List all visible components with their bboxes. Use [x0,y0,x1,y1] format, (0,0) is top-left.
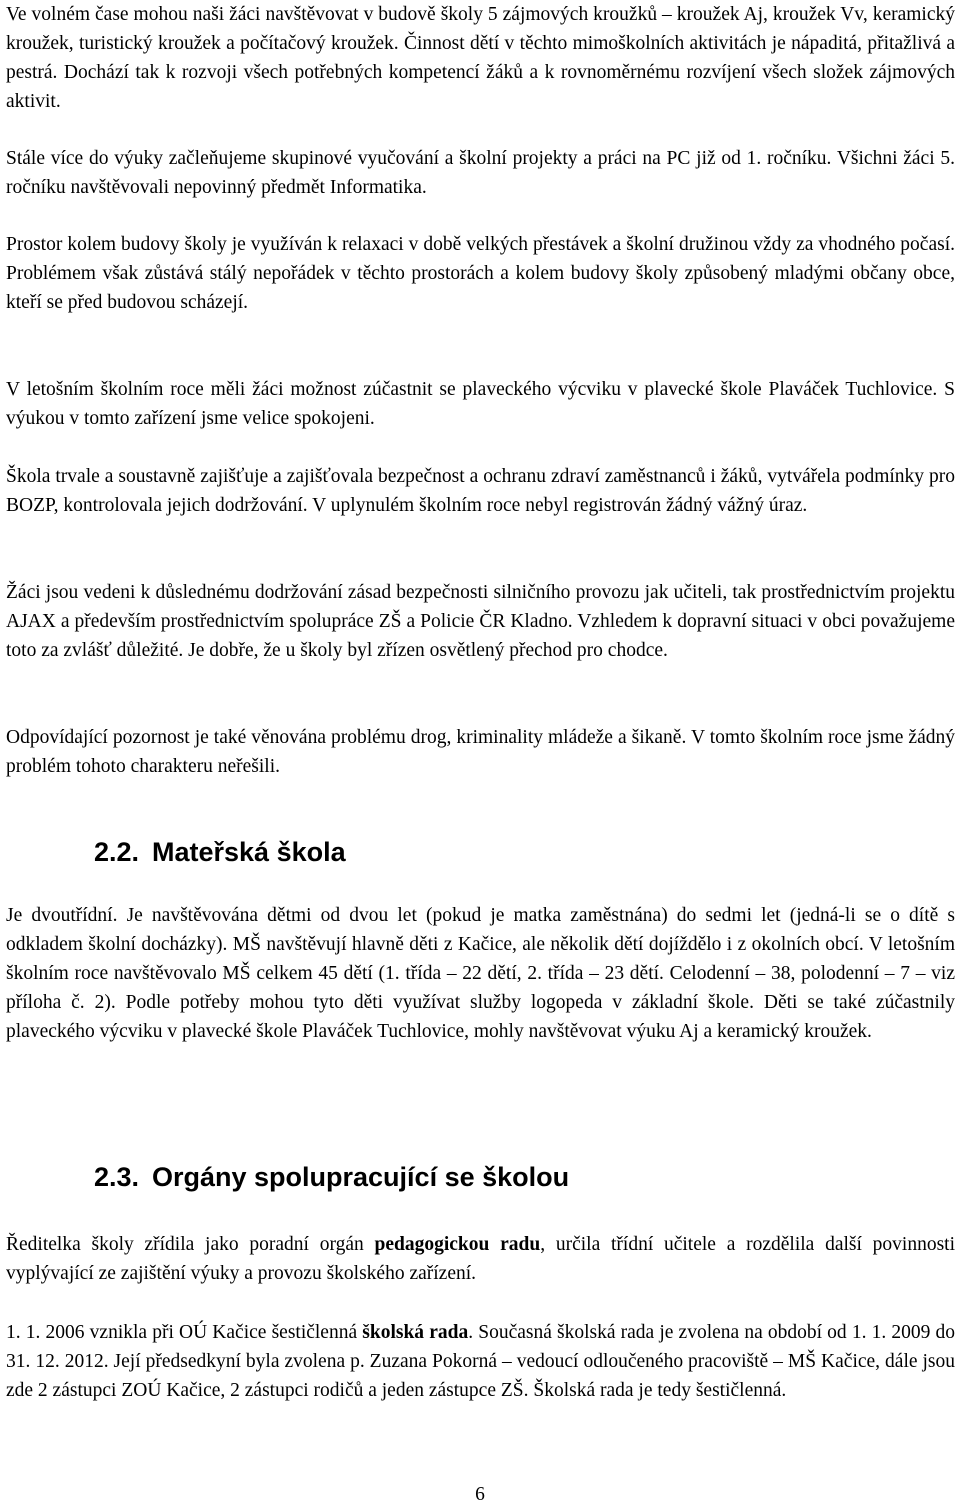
paragraph-swimming: V letošním školním roce měli žáci možnost zúčastnit se plaveckého výcviku v plavecké škole Plaváček Tuchlovice. S výukou v tomto zařízení jsme velice spokojeni. [6,379,955,429]
paragraph-safety: Škola trvale a soustavně zajišťuje a zajišťovala bezpečnost a ochranu zdraví zaměstnanců i žáků, vytvářela podmínky pro BOZP, kontrolovala jejich dodržování. V uplynulém školním roce nebyl registrován žádný vážný úraz. [6,466,955,516]
text-segment: Ředitelka školy zřídila jako poradní orgán [6,1234,375,1255]
bold-term: školská rada [362,1322,469,1343]
heading-number: 2.2. [94,837,140,867]
text-segment: , určila třídní učitele a rozdělila další povinnosti vyplývající ze zajištění výuky a provozu školského zařízení. [6,1234,956,1284]
heading-kindergarten [94,835,346,869]
paragraph-group-teaching: Stále více do výuky začleňujeme skupinové vyučování a školní projekty a práci na PC již od 1. ročníku. Všichni žáci 5. ročníku navštěvovali nepovinný předmět Informatika. [6,148,955,198]
heading-number: 2.3. [94,1162,140,1192]
paragraph-drug-prevention: Odpovídající pozornost je také věnována problému drog, kriminality mládeže a šikaně. V tomto školním roce jsme žádný problém tohoto charakteru neřešili. [6,727,955,777]
text-segment: . Současná školská rada je zvolena na období od 1. 1. 2009 do 31. 12. 2012. Její předsedkyní byla zvolena p. Zuzana Pokorná – vedoucí odloučeného pracoviště – MŠ Kačice, dále jsou zde 2 zástupci ZOÚ Kačice, 2 zástupci rodičů a jeden zástupce ZŠ. Školská rada je tedy šestičlenná. [6,1322,955,1401]
bold-term: pedagogickou radu [374,1234,541,1255]
paragraph-traffic-safety: Žáci jsou vedeni k důslednému dodržování zásad bezpečnosti silničního provozu jak učiteli, tak prostřednictvím projektu AJAX a především prostřednictvím spolupráce ZŠ a Policie ČR Kladno. Vzhledem k dopravní situaci v obci považujeme toto za zvlášť důležité. Je dobře, že u školy byl zřízen osvětlený přechod pro chodce. [6,582,955,661]
paragraph-pedagogical-council [6,1230,955,1288]
text-segment: 1. 1. 2006 vznikla při OÚ Kačice šestičlenná [6,1322,363,1343]
heading-title: Mateřská škola [152,837,346,867]
page-number: 6 [475,1484,485,1505]
heading-title: Orgány spolupracující se školou [152,1162,570,1192]
paragraph-school-grounds: Prostor kolem budovy školy je využíván k relaxaci v době velkých přestávek a školní družinou vždy za vhodného počasí. Problémem však zůstává stálý nepořádek v těchto prostorách a kolem budovy školy způsobený mladými občany obce, kteří se před budovou scházejí. [6,234,955,313]
paragraph-kindergarten: Je dvoutřídní. Je navštěvována dětmi od dvou let (pokud je matka zaměstnána) do sedmi let (jedná-li se o dítě s odkladem školní docházky). MŠ navštěvují hlavně děti z Kačice, ale několik dětí dojíždělo i z okolních obcí. V letošním školním roce navštěvovalo MŠ celkem 45 dětí (1. třída – 22 dětí, 2. třída – 23 dětí. Celodenní – 38, polodenní – 7 – viz příloha č. 2). Podle potřeby mohou tyto děti využívat služby logopeda v základní škole. Děti se také zúčastnily plaveckého výcviku v plavecké škole Plaváček Tuchlovice, mohly navštěvovat výuku Aj a keramický kroužek. [6,905,955,1042]
paragraph-school-council [6,1318,955,1405]
heading-cooperating-bodies [94,1160,569,1194]
paragraph-clubs: Ve volném čase mohou naši žáci navštěvovat v budově školy 5 zájmových kroužků – kroužek Aj, kroužek Vv, keramický kroužek, turistický kroužek a počítačový kroužek. Činnost dětí v těchto mimoškolních aktivitách je nápaditá, přitažlivá a pestrá. Dochází tak k rozvoji všech potřebných kompetencí žáků a k rovnoměrnému rozvíjení všech složek zájmových aktivit. [6,4,955,112]
